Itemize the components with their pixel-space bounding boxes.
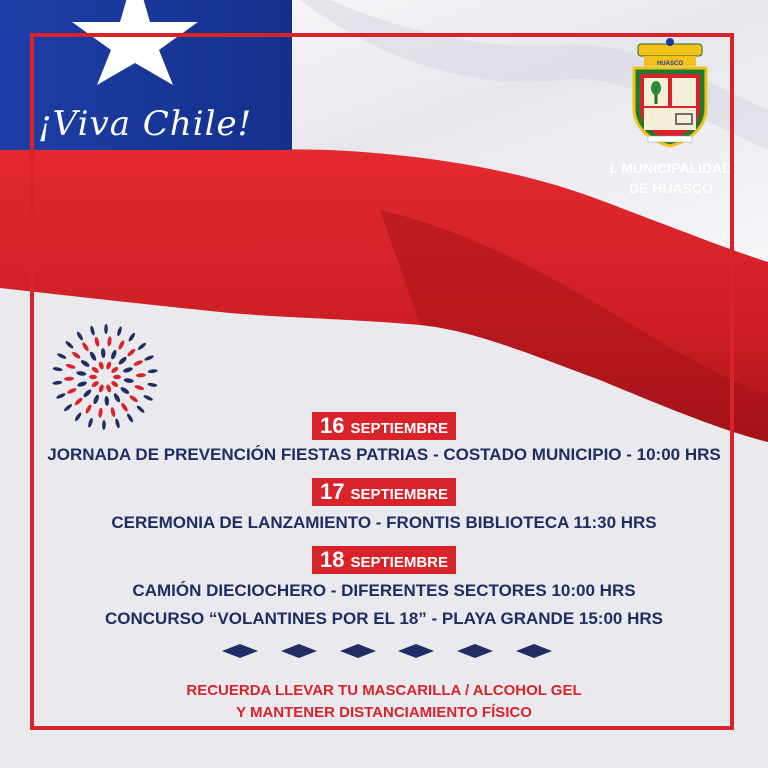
date-month: SEPTIEMBRE xyxy=(350,554,448,571)
municipality-line-2: DE HUASCO xyxy=(628,180,713,196)
event-item: CAMIÓN DIECIOCHERO - DIFERENTES SECTORES 10:00 HRS xyxy=(132,581,636,600)
event-item: JORNADA DE PREVENCIÓN FIESTAS PATRIAS - COSTADO MUNICIPIO - 10:00 HRS xyxy=(47,445,721,464)
reminder-line-1: RECUERDA LLEVAR TU MASCARILLA / ALCOHOL GEL xyxy=(186,682,582,699)
date-day: 17 xyxy=(320,479,345,504)
viva-chile-greeting: ¡Viva Chile! xyxy=(38,104,253,144)
red-frame xyxy=(30,33,734,730)
date-day: 16 xyxy=(320,413,345,438)
crest-label: HUASCO xyxy=(656,61,684,67)
date-month: SEPTIEMBRE xyxy=(350,420,448,437)
event-item: CEREMONIA DE LANZAMIENTO - FRONTIS BIBLIOTECA 11:30 HRS xyxy=(111,513,657,532)
date-day: 18 xyxy=(320,547,345,572)
event-item: CONCURSO “VOLANTINES POR EL 18” - PLAYA GRANDE 15:00 HRS xyxy=(105,609,663,628)
municipality-line-1: I. MUNICIPALIDAD xyxy=(609,160,733,176)
reminder-line-2: Y MANTENER DISTANCIAMIENTO FÍSICO xyxy=(236,704,532,721)
date-month: SEPTIEMBRE xyxy=(350,486,448,503)
